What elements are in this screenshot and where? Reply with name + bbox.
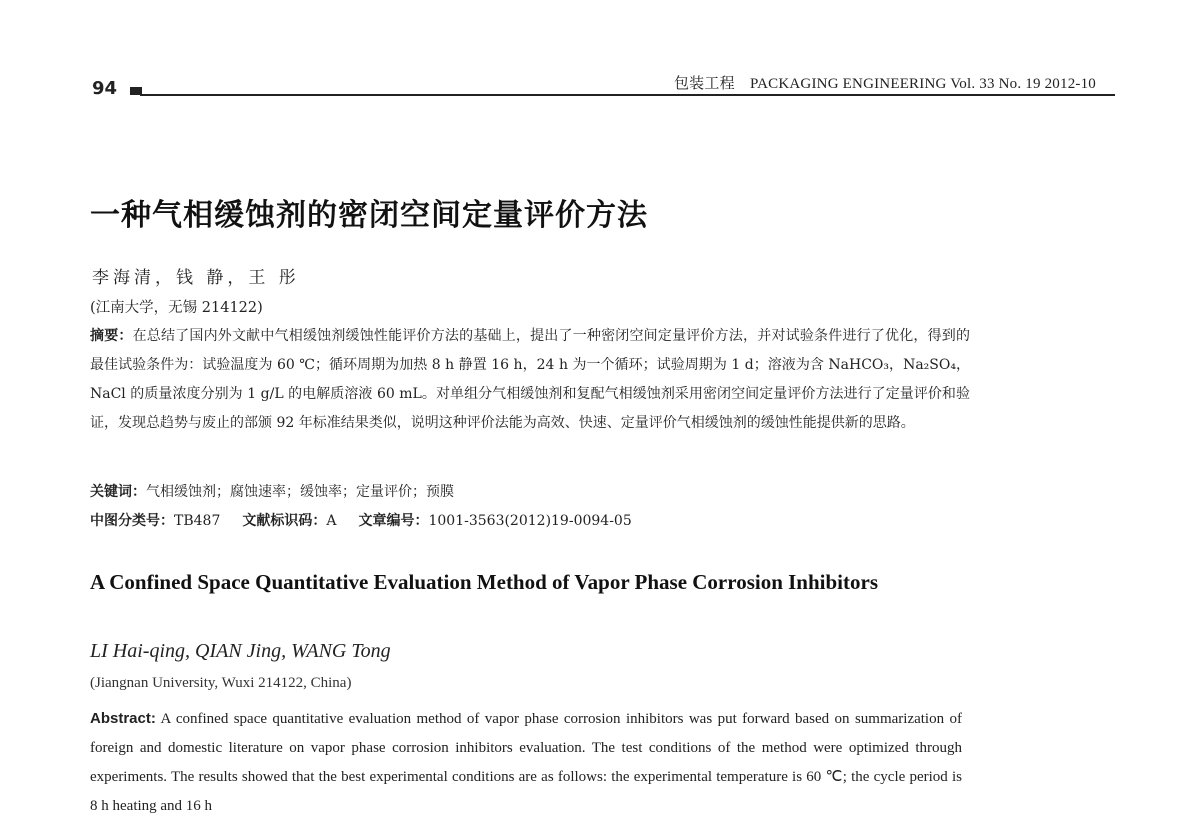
chinese-abstract-text: 在总结了国内外文献中气相缓蚀剂缓蚀性能评价方法的基础上，提出了一种密闭空间定量评价方法，并对试验条件进行了优化，得到的最佳试验条件为：试验温度为 60 ℃；循环周期为加热 8 h 静置 16 h，24 h 为一个循环；试验周期为 1 d；溶液为含 NaHCO₃，Na₂SO₄，NaCl 的质量浓度分别为 1 g/L 的电解质溶液 60 mL。对单组分气相缓蚀剂和复配气相缓蚀剂采用密闭空间定量评价方法进行了定量评价和验证，发现总趋势与废止的部颁 92 年标准结果类似，说明这种评价法能为高效、快速、定量评价气相缓蚀剂的缓蚀性能提供新的思路。 xyxy=(90,328,970,431)
chinese-keywords xyxy=(90,481,454,501)
english-abstract-label: Abstract: xyxy=(90,710,156,727)
chinese-affiliation: (江南大学，无锡 214122) xyxy=(90,300,263,316)
chinese-keywords-text: 气相缓蚀剂；腐蚀速率；缓蚀率；定量评价；预膜 xyxy=(146,484,454,500)
header-rule xyxy=(140,94,1115,96)
doc-code-label: 文献标识码： xyxy=(242,513,327,529)
chinese-abstract xyxy=(90,322,970,438)
article-no-label: 文章编号： xyxy=(358,513,429,529)
english-abstract-text: A confined space quantitative evaluation method of vapor phase corrosion inhibitors was put forward based on summarization of foreign and domestic literature on vapor phase corrosion inhibitors evaluation. The test conditions of the method were optimized through experiments. The results showed that the best experimental conditions are as follows: the experimental temperature is 60 ℃; the cycle period is 8 h heating and 16 h xyxy=(90,711,962,814)
classification-label: 中图分类号： xyxy=(90,513,174,529)
chinese-authors: 李海清，钱 静，王 彤 xyxy=(92,268,300,288)
chinese-title: 一种气相缓蚀剂的密闭空间定量评价方法 xyxy=(90,198,648,233)
chinese-classification-line xyxy=(90,510,632,530)
english-affiliation: (Jiangnan University, Wuxi 214122, China) xyxy=(90,675,352,691)
english-title: A Confined Space Quantitative Evaluation Method of Vapor Phase Corrosion Inhibitors xyxy=(90,570,878,594)
page-number: 94 xyxy=(92,78,118,99)
english-abstract xyxy=(90,704,962,821)
english-authors: LI Hai-qing, QIAN Jing, WANG Tong xyxy=(90,640,391,662)
doc-code-value: A xyxy=(326,513,337,529)
chinese-keywords-label: 关键词： xyxy=(90,484,146,500)
classification-value: TB487 xyxy=(174,513,221,529)
chinese-abstract-label: 摘要： xyxy=(90,328,133,344)
journal-header: 包装工程 PACKAGING ENGINEERING Vol. 33 No. 19 2012-10 xyxy=(673,76,1096,92)
article-no-value: 1001-3563(2012)19-0094-05 xyxy=(428,513,632,529)
